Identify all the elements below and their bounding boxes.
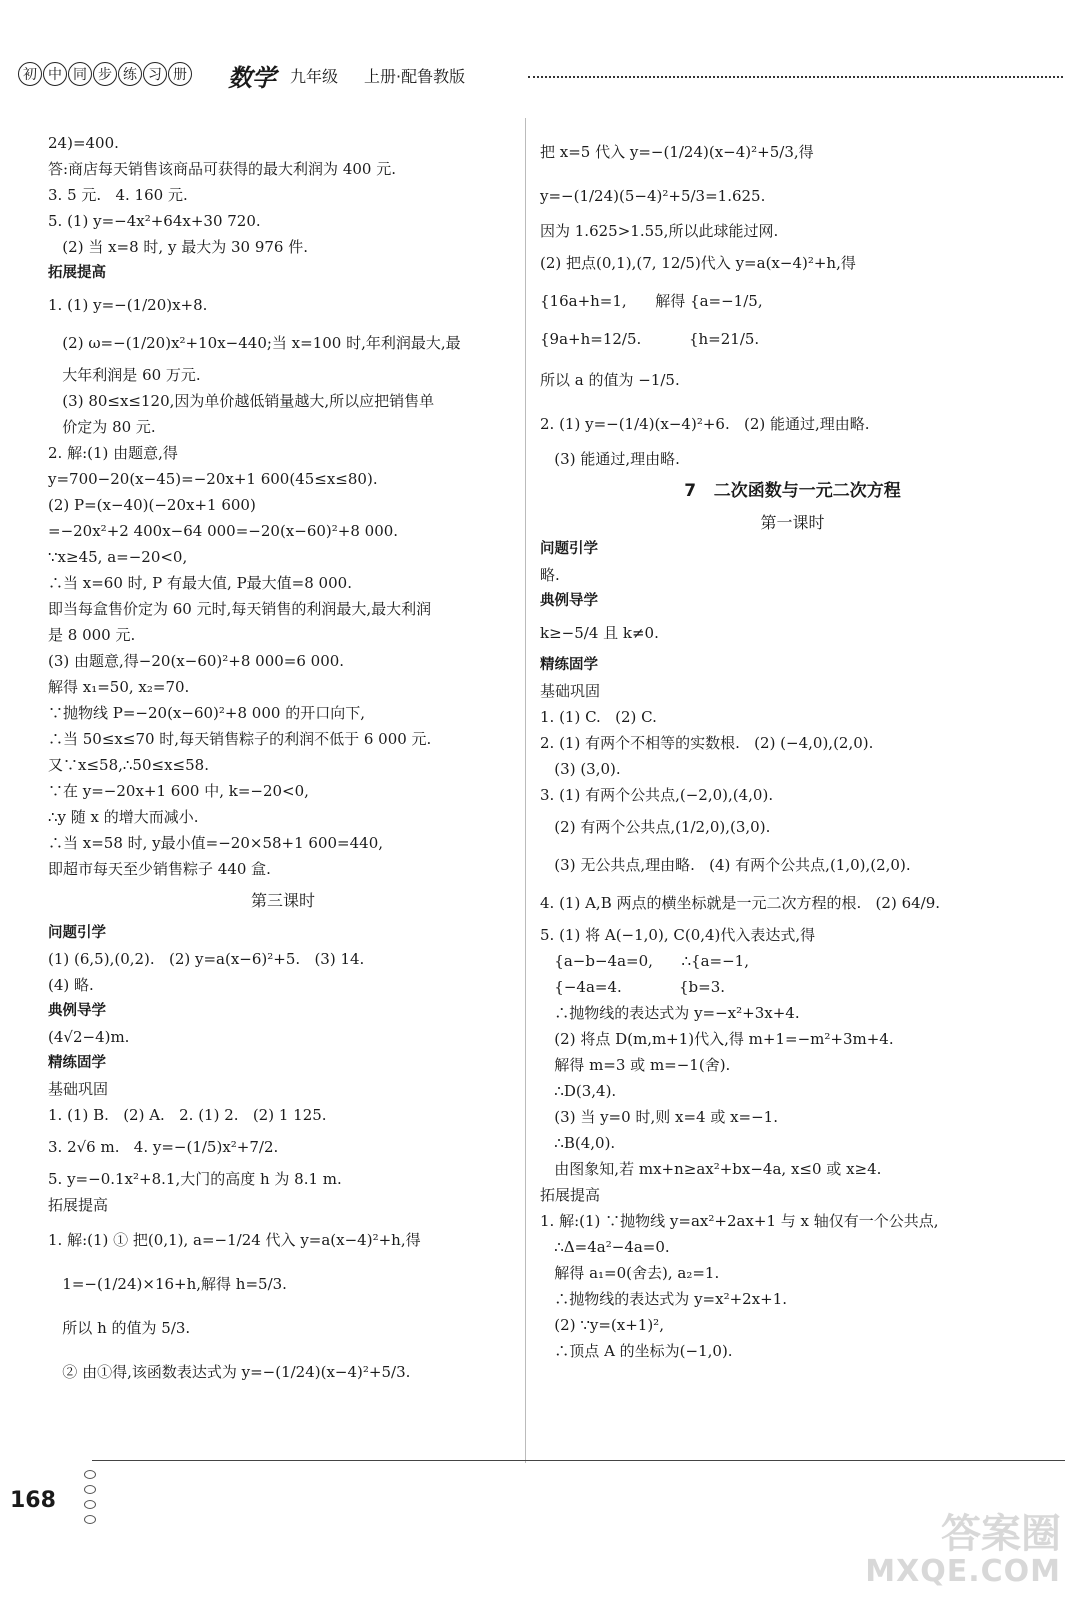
text-line: (2) 有两个公共点,(1/2,0),(3,0). [540, 818, 771, 836]
left-column [48, 130, 518, 1394]
footer-rule [92, 1460, 1065, 1461]
volume-label: 上册·配鲁教版 [364, 67, 466, 86]
series-char: 册 [168, 62, 192, 86]
text-line: k≥−5/4 且 k≠0. [540, 624, 659, 642]
text-line: (3) 能通过,理由略. [540, 450, 680, 468]
text-line: ∴抛物线的表达式为 y=x²+2x+1. [540, 1290, 788, 1308]
series-char: 中 [43, 62, 67, 86]
text-line: ∴当 x=58 时, y最小值=−20×58+1 600=440, [48, 834, 384, 852]
text-line: 即当每盒售价定为 60 元时,每天销售的利润最大,最大利润 [48, 600, 432, 618]
page-header [18, 58, 1063, 94]
subsection-heading: 拓展提高 [540, 1186, 601, 1204]
equation-system: {a−b−4a=0, ∴{a=−1, [540, 952, 749, 970]
series-char: 练 [118, 62, 142, 86]
text-line: 4. (1) A,B 两点的横坐标就是一元二次方程的根. (2) 64/9. [540, 894, 941, 912]
text-line: (3) 当 y=0 时,则 x=4 或 x=−1. [540, 1108, 778, 1126]
text-line: 解得 a₁=0(舍去), a₂=1. [540, 1264, 720, 1282]
text-line: 24)=400. [48, 134, 119, 152]
right-column [540, 130, 1045, 1364]
text-line: 3. (1) 有两个公共点,(−2,0),(4,0). [540, 786, 774, 804]
text-line: 答:商店每天销售该商品可获得的最大利润为 400 元. [48, 160, 396, 178]
text-line: (4) 略. [48, 976, 94, 994]
text-line: (2) ω=−(1/20)x²+10x−440;当 x=100 时,年利润最大,最 [48, 334, 461, 352]
chapter-title: 7 二次函数与一元二次方程 [684, 481, 901, 501]
text-line: 2. 解:(1) 由题意,得 [48, 444, 178, 462]
text-line: ∴当 x=60 时, P 有最大值, P最大值=8 000. [48, 574, 352, 592]
text-line: 2. (1) 有两个不相等的实数根. (2) (−4,0),(2,0). [540, 734, 874, 752]
grade-label: 九年级 [290, 67, 339, 86]
text-line: (2) 当 x=8 时, y 最大为 30 976 件. [48, 238, 308, 256]
watermark-logo [865, 1512, 1061, 1588]
text-line: ∴顶点 A 的坐标为(−1,0). [540, 1342, 733, 1360]
text-line: ∴当 50≤x≤70 时,每天销售粽子的利润不低于 6 000 元. [48, 730, 432, 748]
text-line: (3) 无公共点,理由略. (4) 有两个公共点,(1,0),(2,0). [540, 856, 911, 874]
text-line: 3. 5 元. 4. 160 元. [48, 186, 188, 204]
section-heading: 典例导学 [540, 593, 598, 609]
series-char: 初 [18, 62, 42, 86]
section-heading: 问题引学 [48, 925, 106, 941]
text-line: 1=−(1/24)×16+h,解得 h=5/3. [48, 1275, 287, 1293]
text-line: 价定为 80 元. [48, 418, 156, 436]
text-line: (3) 由题意,得−20(x−60)²+8 000=6 000. [48, 652, 345, 670]
text-line: 解得 m=3 或 m=−1(舍). [540, 1056, 731, 1074]
subject-title: 数学 [228, 64, 276, 92]
text-line: 1. (1) y=−(1/20)x+8. [48, 296, 208, 314]
text-line: ∴Δ=4a²−4a=0. [540, 1238, 670, 1256]
text-line: 1. 解:(1) ① 把(0,1), a=−1/24 代入 y=a(x−4)²+h,得 [48, 1231, 421, 1249]
text-line: y=−(1/24)(5−4)²+5/3=1.625. [540, 187, 766, 205]
text-line: (4√2−4)m. [48, 1028, 130, 1046]
section-heading: 精练固学 [540, 657, 598, 673]
text-line: 5. (1) y=−4x²+64x+30 720. [48, 212, 261, 230]
page-number: 168 [10, 1488, 56, 1513]
series-char: 习 [143, 62, 167, 86]
text-line: 5. (1) 将 A(−1,0), C(0,4)代入表达式,得 [540, 926, 816, 944]
series-title [18, 62, 193, 86]
text-line: y=700−20(x−45)=−20x+1 600(45≤x≤80). [48, 470, 378, 488]
equation-system: {−4a=4. {b=3. [540, 978, 726, 996]
text-line: 1. 解:(1) ∵抛物线 y=ax²+2ax+1 与 x 轴仅有一个公共点, [540, 1212, 939, 1230]
text-line: 所以 h 的值为 5/3. [48, 1319, 191, 1337]
text-line: (1) (6,5),(0,2). (2) y=a(x−6)²+5. (3) 14. [48, 950, 365, 968]
text-line: ② 由①得,该函数表达式为 y=−(1/24)(x−4)²+5/3. [48, 1363, 411, 1381]
binding-spiral-icon [84, 1470, 96, 1530]
text-line: 解得 x₁=50, x₂=70. [48, 678, 190, 696]
lesson-title: 第三课时 [250, 891, 315, 910]
text-line: ∵抛物线 P=−20(x−60)²+8 000 的开口向下, [48, 704, 365, 722]
text-line: 2. (1) y=−(1/4)(x−4)²+6. (2) 能通过,理由略. [540, 415, 870, 433]
text-line: 所以 a 的值为 −1/5. [540, 371, 680, 389]
subsection-heading: 基础巩固 [540, 682, 601, 700]
text-line: ∵在 y=−20x+1 600 中, k=−20<0, [48, 782, 309, 800]
text-line: 略. [540, 566, 560, 584]
watermark-text: 答案圈 [941, 1511, 1061, 1557]
text-line: ∴B(4,0). [540, 1134, 616, 1152]
text-line: (2) 把点(0,1),(7, 12/5)代入 y=a(x−4)²+h,得 [540, 254, 856, 272]
text-line: (3) (3,0). [540, 760, 621, 778]
text-line: 1. (1) C. (2) C. [540, 708, 657, 726]
section-heading: 拓展提高 [48, 265, 106, 281]
text-line: 是 8 000 元. [48, 626, 136, 644]
section-heading: 典例导学 [48, 1003, 106, 1019]
text-line: ∵x≥45, a=−20<0, [48, 548, 188, 566]
section-heading: 精练固学 [48, 1055, 106, 1071]
section-heading: 问题引学 [540, 541, 598, 557]
text-line: ∴y 随 x 的增大而减小. [48, 808, 199, 826]
header-dotted-rule [528, 76, 1063, 78]
text-line: (3) 80≤x≤120,因为单价越低销量越大,所以应把销售单 [48, 392, 435, 410]
series-char: 同 [68, 62, 92, 86]
text-line: (2) P=(x−40)(−20x+1 600) [48, 496, 256, 514]
text-line: (2) 将点 D(m,m+1)代入,得 m+1=−m²+3m+4. [540, 1030, 894, 1048]
text-line: 因为 1.625>1.55,所以此球能过网. [540, 222, 779, 240]
equation-system: {16a+h=1, 解得 {a=−1/5, [540, 292, 763, 310]
series-char: 步 [93, 62, 117, 86]
text-line: =−20x²+2 400x−64 000=−20(x−60)²+8 000. [48, 522, 399, 540]
subsection-heading: 拓展提高 [48, 1196, 109, 1214]
page-footer [0, 1450, 1083, 1600]
text-line: 1. (1) B. (2) A. 2. (1) 2. (2) 1 125. [48, 1106, 327, 1124]
text-line: (2) ∵y=(x+1)², [540, 1316, 664, 1334]
watermark-url: MXQE.COM [865, 1554, 1061, 1589]
subsection-heading: 基础巩固 [48, 1080, 109, 1098]
text-line: 即超市每天至少销售粽子 440 盒. [48, 860, 271, 878]
text-line: 由图象知,若 mx+n≥ax²+bx−4a, x≤0 或 x≥4. [540, 1160, 882, 1178]
column-divider [525, 118, 526, 1463]
text-line: 3. 2√6 m. 4. y=−(1/5)x²+7/2. [48, 1138, 279, 1156]
text-line: 大年利润是 60 万元. [48, 366, 201, 384]
text-line: 5. y=−0.1x²+8.1,大门的高度 h 为 8.1 m. [48, 1170, 342, 1188]
text-line: ∴D(3,4). [540, 1082, 617, 1100]
text-line: 又∵x≤58,∴50≤x≤58. [48, 756, 209, 774]
text-line: ∴抛物线的表达式为 y=−x²+3x+4. [540, 1004, 800, 1022]
text-line: 把 x=5 代入 y=−(1/24)(x−4)²+5/3,得 [540, 143, 814, 161]
equation-system: {9a+h=12/5. {h=21/5. [540, 330, 760, 348]
lesson-title: 第一课时 [760, 513, 825, 532]
